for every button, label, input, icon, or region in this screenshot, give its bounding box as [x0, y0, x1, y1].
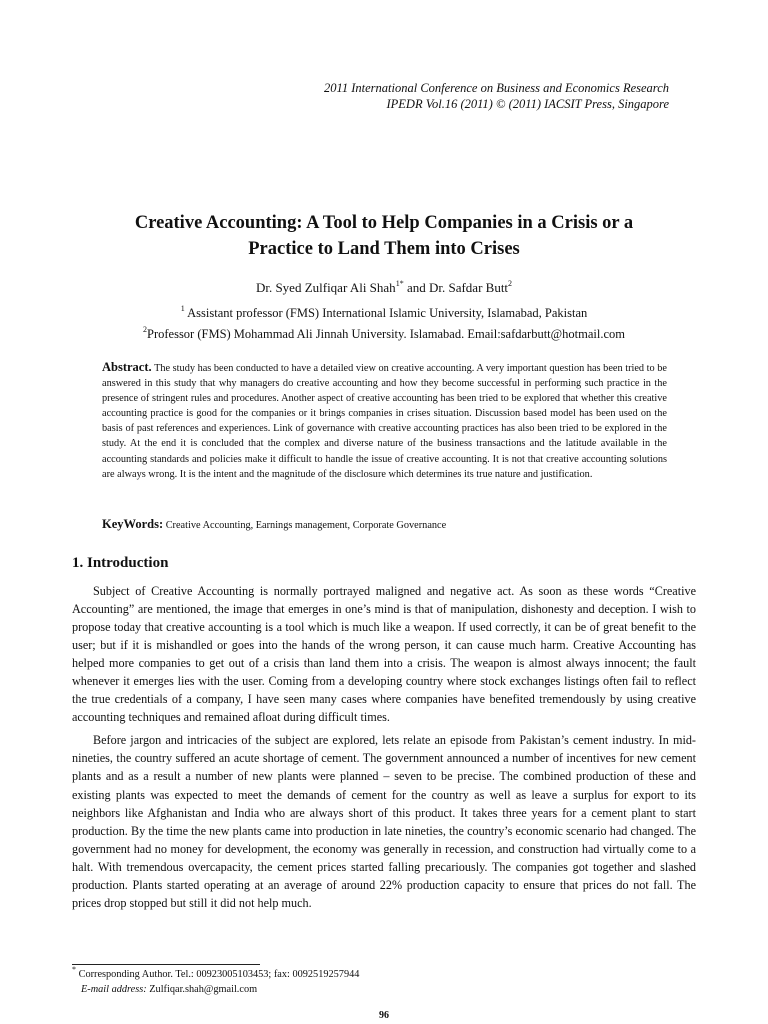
keywords-text: Creative Accounting, Earnings management, Corporate Governance — [165, 520, 447, 531]
affiliation-1-marker: 1 — [180, 303, 185, 313]
conference-line-1: 2011 International Conference on Business and Economics Research — [324, 81, 669, 95]
keywords-label: KeyWords: — [102, 517, 164, 531]
email-label: E-mail address: — [81, 984, 147, 995]
footnote-contact-text: Corresponding Author. Tel.: 00923005103453; fax: 0092519257944 — [76, 969, 360, 980]
affiliation-1 — [0, 303, 768, 324]
footnote-divider — [72, 964, 260, 965]
author-list — [0, 279, 768, 296]
title-line-2: Practice to Land Them into Crises — [248, 239, 520, 259]
author-2: Dr. Safdar Butt — [428, 280, 509, 295]
affiliation-1-text: Assistant professor (FMS) International Islamic University, Islamabad, Pakistan — [184, 306, 588, 320]
affiliation-2-text: Professor (FMS) Mohammad Ali Jinnah University. Islamabad. Email:safdarbutt@hotmail.com — [147, 327, 625, 341]
footnote-email-line — [72, 982, 359, 997]
abstract-text: The study has been conducted to have a detailed view on creative accounting. A very important question has been tried to be answered in this study that why managers do creative accounting and how they become successful in performing such practice in the presence of stringent rules and procedures. Another aspect of creative accounting has been tried to be explored that whether this creative accounting practice is good for the companies or it brings companies in crises situation. Discussion based model has been used on the basis of past references and experiences. Link of governance with creative accounting practices has also been tried to be explored in the study. At the end it is concluded that the complex and diverse nature of the business transactions and the latitude available in the accounting standards and policies make it difficult to handle the issue of creative accounting. It is not that creative accounting solutions are always wrong. It is the intent and the magnitude of the disclosure which determines its true nature and justification. — [102, 363, 668, 480]
keywords — [102, 517, 667, 533]
page-number: 96 — [379, 1010, 389, 1021]
paper-title — [70, 210, 698, 262]
author-2-marker: 2 — [508, 278, 513, 288]
conference-line-2: IPEDR Vol.16 (2011) © (2011) IACSIT Press, Singapore — [386, 97, 669, 111]
affiliation-2 — [0, 324, 768, 345]
footnote-marker: * — [72, 964, 76, 974]
title-line-1: Creative Accounting: A Tool to Help Companies in a Crisis or a — [134, 213, 634, 233]
paragraph-1: Subject of Creative Accounting is normally portrayed maligned and negative act. As soon as these words “Creative Accounting” are mentioned, the image that emerges in one’s mind is that of manipulation, dishonesty and deception. I wish to propose today that creative accounting is a tool which is much like a weapon. If used correctly, it can be of great benefit to the user; but if it is mishandled or goes into the hands of the wrong person, it can cause much harm. Creative Accounting has helped more companies to get out of a crisis than land them into a crisis. The weapon is almost always innocent; the fault whenever it emerges lies with the user. Coming from a developing country where stock exchanges listings often fail to reflect the true credentials of a company, I have seen many cases where companies have benefited tremendously by using creative accounting techniques and remained afloat during difficult times. — [72, 584, 696, 725]
author-1-marker: 1* — [395, 278, 404, 288]
conference-header — [324, 80, 669, 112]
paragraph-2: Before jargon and intricacies of the subject are explored, lets relate an episode from Pakistan’s cement industry. In mid-nineties, the country suffered an acute shortage of cement. The government announced a number of incentives for new cement plants and as a result a number of new plants were planned – seven to be precise. The combined production of these and existing plants was expected to meet the demands of cement for the country as well as leave a surplus for export to its neighbors like Afghanistan and India who are always short of this product. It takes three years for a cement plant to start production. By the time the new plants came into production in late nineties, the country’s economic scenario had changed. The government had no money for development, the economy was generally in recession, and construction had virtually come to a halt. With tremendous overcapacity, the cement prices started falling precariously. The companies got together and slashed production. Plants started operating at an average of around 22% production capacity to ensure that prices do not fall. The prices drop stopped but still it did not help much. — [72, 733, 696, 910]
email-address: Zulfiqar.shah@gmail.com — [146, 984, 258, 995]
footnote-contact — [72, 964, 360, 982]
section-heading-introduction: 1. Introduction — [72, 555, 169, 571]
abstract-label: Abstract. — [102, 360, 152, 374]
author-1: Dr. Syed Zulfiqar Ali Shah — [255, 280, 396, 295]
abstract — [102, 360, 667, 482]
author-separator: and — [403, 280, 429, 295]
body-text — [72, 582, 696, 917]
footnote — [72, 964, 360, 997]
affiliation-2-marker: 2 — [143, 324, 147, 334]
affiliations — [0, 303, 768, 345]
